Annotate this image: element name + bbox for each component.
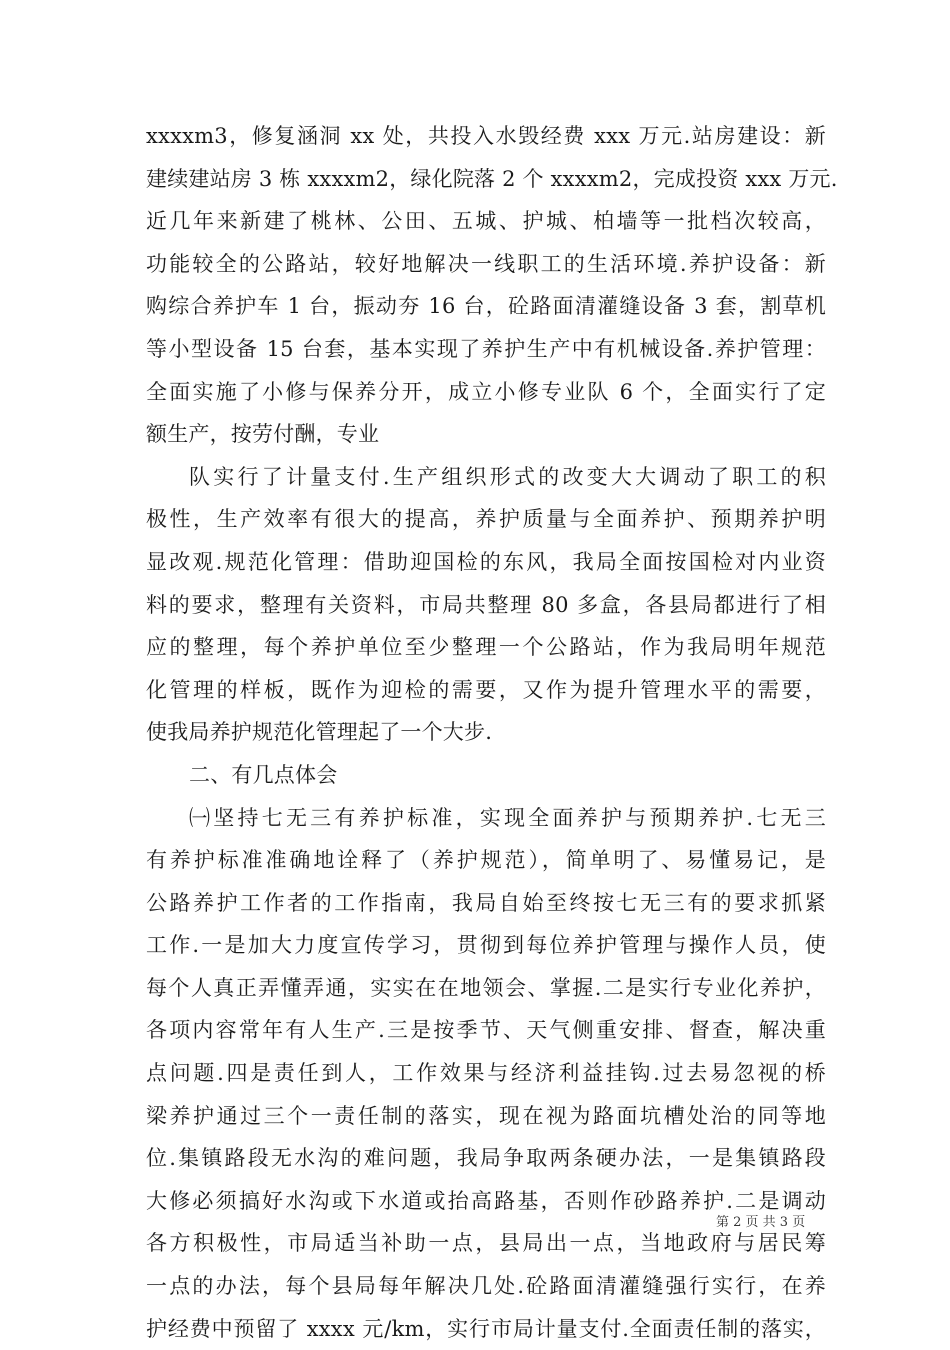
text-line: 化管理的样板，既作为迎检的需要，又作为提升管理水平的需要， <box>146 677 826 702</box>
text-line: 各方积极性，市局适当补助一点，县局出一点，当地政府与居民筹 <box>146 1231 826 1256</box>
text-line: 使我局养护规范化管理起了一个大步. <box>146 720 493 745</box>
text-line: 护经费中预留了 xxxx 元/km，实行市局计量支付.全面责任制的落实， <box>146 1316 826 1341</box>
text-line: 大修必须搞好水沟或下水道或抬高路基，否则作砂路养护.二是调动 <box>146 1188 826 1213</box>
text-line: 公路养护工作者的工作指南，我局自始至终按七无三有的要求抓紧 <box>146 890 826 915</box>
text-line: 每个人真正弄懂弄通，实实在在地领会、掌握.二是实行专业化养护， <box>146 975 826 1000</box>
text-line: 各项内容常年有人生产.三是按季节、天气侧重安排、督查，解决重 <box>146 1018 826 1043</box>
text-line: 极性，生产效率有很大的提高，养护质量与全面养护、预期养护明 <box>146 507 826 532</box>
text-line: xxxxm3，修复涵洞 xx 处，共投入水毁经费 xxx 万元.站房建设：新 <box>146 124 826 148</box>
text-line: 有养护标准准确地诠释了（养护规范），简单明了、易懂易记，是 <box>146 848 826 873</box>
text-line: 显改观.规范化管理：借助迎国检的东风，我局全面按国检对内业资 <box>146 549 826 574</box>
text-line: 全面实施了小修与保养分开，成立小修专业队 6 个，全面实行了定 <box>146 379 826 404</box>
text-line: 近几年来新建了桃林、公田、五城、护城、柏墙等一批档次较高， <box>146 209 826 234</box>
text-line: 队实行了计量支付.生产组织形式的改变大大调动了职工的积 <box>189 464 826 489</box>
text-line: ㈠坚持七无三有养护标准，实现全面养护与预期养护.七无三 <box>189 805 826 830</box>
text-line: 点问题.四是责任到人，工作效果与经济利益挂钩.过去易忽视的桥 <box>146 1061 826 1086</box>
text-line: 二、有几点体会 <box>189 762 338 787</box>
text-line: 梁养护通过三个一责任制的落实，现在视为路面坑槽处治的同等地 <box>146 1103 826 1128</box>
text-line: 建续建站房 3 栋 xxxxm2，绿化院落 2 个 xxxxm2，完成投资 xxx 万元. <box>146 166 838 191</box>
text-line: 功能较全的公路站，较好地解决一线职工的生活环境.养护设备：新 <box>146 251 826 276</box>
text-line: 等小型设备 15 台套，基本实现了养护生产中有机械设备.养护管理： <box>146 336 826 361</box>
text-line: 料的要求，整理有关资料，市局共整理 80 多盒，各县局都进行了相 <box>146 592 826 617</box>
text-line: 一点的办法，每个县局每年解决几处.砼路面清灌缝强行实行，在养 <box>146 1274 826 1299</box>
text-line: 应的整理，每个养护单位至少整理一个公路站，作为我局明年规范 <box>146 635 826 660</box>
page-number: 第 2 页 共 3 页 <box>716 1215 806 1230</box>
text-line: 购综合养护车 1 台，振动夯 16 台，砼路面清灌缝设备 3 套，割草机 <box>146 294 826 319</box>
text-line: 工作.一是加大力度宣传学习，贯彻到每位养护管理与操作人员，使 <box>146 933 826 958</box>
document-body <box>146 115 838 1350</box>
text-line: 额生产，按劳付酬，专业 <box>146 422 380 447</box>
text-line: 位.集镇路段无水沟的难问题，我局争取两条硬办法，一是集镇路段 <box>146 1146 826 1171</box>
